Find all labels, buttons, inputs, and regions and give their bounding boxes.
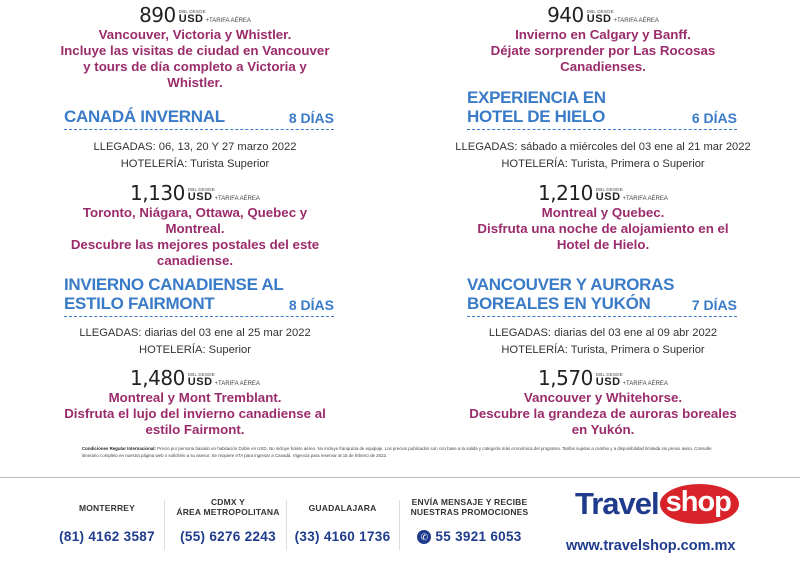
tarifa-label: +TARIFA AÉREA <box>613 18 659 24</box>
llegadas-text: LLEGADAS: diarias del 03 ene al 09 abr 2022 <box>488 327 718 339</box>
hoteleria-text: HOTELERÍA: Turista Superior <box>120 158 270 170</box>
contact-city: ENVÍA MENSAJE Y RECIBE NUESTRAS PROMOCIONES <box>410 497 529 517</box>
logo-shop-text: shop <box>660 484 739 524</box>
contact-phone[interactable]: 55 3921 6053 <box>435 529 522 544</box>
offer-description: Toronto, Niágara, Ottawa, Quebec y Montreal. Descubre las mejores postales del este canadiense. <box>70 205 320 268</box>
currency-label: USD <box>595 376 621 388</box>
offer-description: Vancouver, Victoria y Whistler. Incluye las visitas de ciudad en Vancouver y tours de día completo a Victoria y Whistler. <box>60 27 330 90</box>
website-link[interactable]: www.travelshop.com.mx <box>566 538 736 554</box>
price-block <box>45 368 345 388</box>
currency-label: USD <box>586 13 612 25</box>
package-days: 8 DÍAS <box>288 110 334 126</box>
contact-guadalajara <box>290 503 395 544</box>
llegadas-text: LLEGADAS: 06, 13, 20 Y 27 marzo 2022 <box>93 141 297 153</box>
package-days: 6 DÍAS <box>691 110 737 126</box>
package-title: CANADÁ INVERNAL <box>64 107 225 126</box>
package-title-row <box>467 88 737 130</box>
price-amount: 1,210 <box>538 181 593 205</box>
currency-label: USD <box>178 13 204 25</box>
conditions-label: Condiciones Regular Internacional: <box>82 446 156 451</box>
conditions-text <box>82 445 722 459</box>
package-title: VANCOUVER Y AURORAS BOREALES EN YUKÓN <box>467 275 675 313</box>
price-block <box>453 183 753 203</box>
package-offer <box>453 368 753 438</box>
package-info <box>453 325 753 359</box>
tarifa-label: +TARIFA AÉREA <box>205 18 251 24</box>
package-offer <box>45 368 345 438</box>
price-amount: 1,480 <box>130 366 185 390</box>
currency-label: USD <box>187 376 213 388</box>
desde-label: DBL DESDE <box>595 186 623 192</box>
offer-description: Invierno en Calgary y Banff. Déjate sorprender por Las Rocosas Canadienses. <box>490 27 716 74</box>
package-info <box>45 325 345 359</box>
package-info <box>45 139 345 173</box>
hoteleria-text: HOTELERÍA: Turista, Primera o Superior <box>501 344 705 356</box>
contact-cdmx <box>168 497 288 544</box>
desde-label: DBL DESDE <box>178 8 206 14</box>
travelshop-logo <box>575 484 739 524</box>
logo-travel-text: Travel <box>575 486 659 521</box>
package-days: 8 DÍAS <box>288 297 334 313</box>
contact-monterrey <box>52 503 162 544</box>
contact-whatsapp <box>402 497 537 546</box>
tarifa-label: +TARIFA AÉREA <box>622 196 668 202</box>
whatsapp-icon: ✆ <box>417 530 431 544</box>
package-offer <box>45 183 345 269</box>
price-amount: 1,570 <box>538 366 593 390</box>
currency-label: USD <box>187 191 213 203</box>
desde-label: DBL DESDE <box>595 371 623 377</box>
price-block <box>45 5 345 25</box>
package-days: 7 DÍAS <box>691 297 737 313</box>
price-amount: 1,130 <box>130 181 185 205</box>
contact-phone[interactable]: (33) 4160 1736 <box>294 529 391 544</box>
offer-description: Montreal y Mont Tremblant. Disfruta el lujo del invierno canadiense al estilo Fairmont. <box>64 390 326 437</box>
package-title: EXPERIENCIA EN HOTEL DE HIELO <box>467 88 606 126</box>
contact-city: GUADALAJARA <box>308 503 377 513</box>
contact-phone[interactable]: (55) 6276 2243 <box>180 529 276 544</box>
package-title: INVIERNO CANADIENSE AL ESTILO FAIRMONT <box>64 275 284 313</box>
footer-divider <box>0 477 800 478</box>
hoteleria-text: HOTELERÍA: Turista, Primera o Superior <box>501 158 705 170</box>
price-amount: 890 <box>139 3 176 27</box>
conditions-body: Precio por persona basado en habitación Doble en USD. No incluye boleto aéreo. No incluye franquicia de equipaje. Los precios publicados son con base a la salida y categoría más económica del programa. Tarifas sujetas a cambio y a disponibilidad limitada sin previo aviso. Consulte itinerario completo en nuestra página web o solicítelo a su asesor. Se requiere eTA para ingresar a Canadá. Vigencia para reservar al 15 de febrero de 2022. <box>82 446 712 458</box>
price-amount: 940 <box>547 3 584 27</box>
desde-label: DBL DESDE <box>187 186 215 192</box>
llegadas-text: LLEGADAS: diarias del 03 ene al 25 mar 2022 <box>79 327 311 339</box>
contact-phone[interactable]: (81) 4162 3587 <box>59 529 155 544</box>
contact-divider <box>286 500 287 550</box>
offer-description: Vancouver y Whitehorse. Descubre la grandeza de auroras boreales en Yukón. <box>469 390 737 437</box>
hoteleria-text: HOTELERÍA: Superior <box>139 344 251 356</box>
llegadas-text: LLEGADAS: sábado a miércoles del 03 ene al 21 mar 2022 <box>455 141 751 153</box>
tarifa-label: +TARIFA AÉREA <box>622 381 668 387</box>
desde-label: DBL DESDE <box>586 8 614 14</box>
package-title-row <box>64 107 334 130</box>
offer-description: Montreal y Quebec. Disfruta una noche de alojamiento en el Hotel de Hielo. <box>477 205 729 252</box>
package-title-row <box>64 275 334 317</box>
package-info <box>453 139 753 173</box>
contact-divider <box>399 500 400 550</box>
tarifa-label: +TARIFA AÉREA <box>214 381 260 387</box>
price-block <box>453 5 753 25</box>
top-left-offer <box>45 5 345 91</box>
desde-label: DBL DESDE <box>187 371 215 377</box>
price-block <box>45 183 345 203</box>
package-offer <box>453 183 753 253</box>
tarifa-label: +TARIFA AÉREA <box>214 196 260 202</box>
top-right-offer <box>453 5 753 75</box>
contact-city: CDMX Y ÁREA METROPOLITANA <box>176 497 280 517</box>
price-block <box>453 368 753 388</box>
contact-city: MONTERREY <box>78 503 136 513</box>
currency-label: USD <box>595 191 621 203</box>
package-title-row <box>467 275 737 317</box>
contact-divider <box>164 500 165 550</box>
